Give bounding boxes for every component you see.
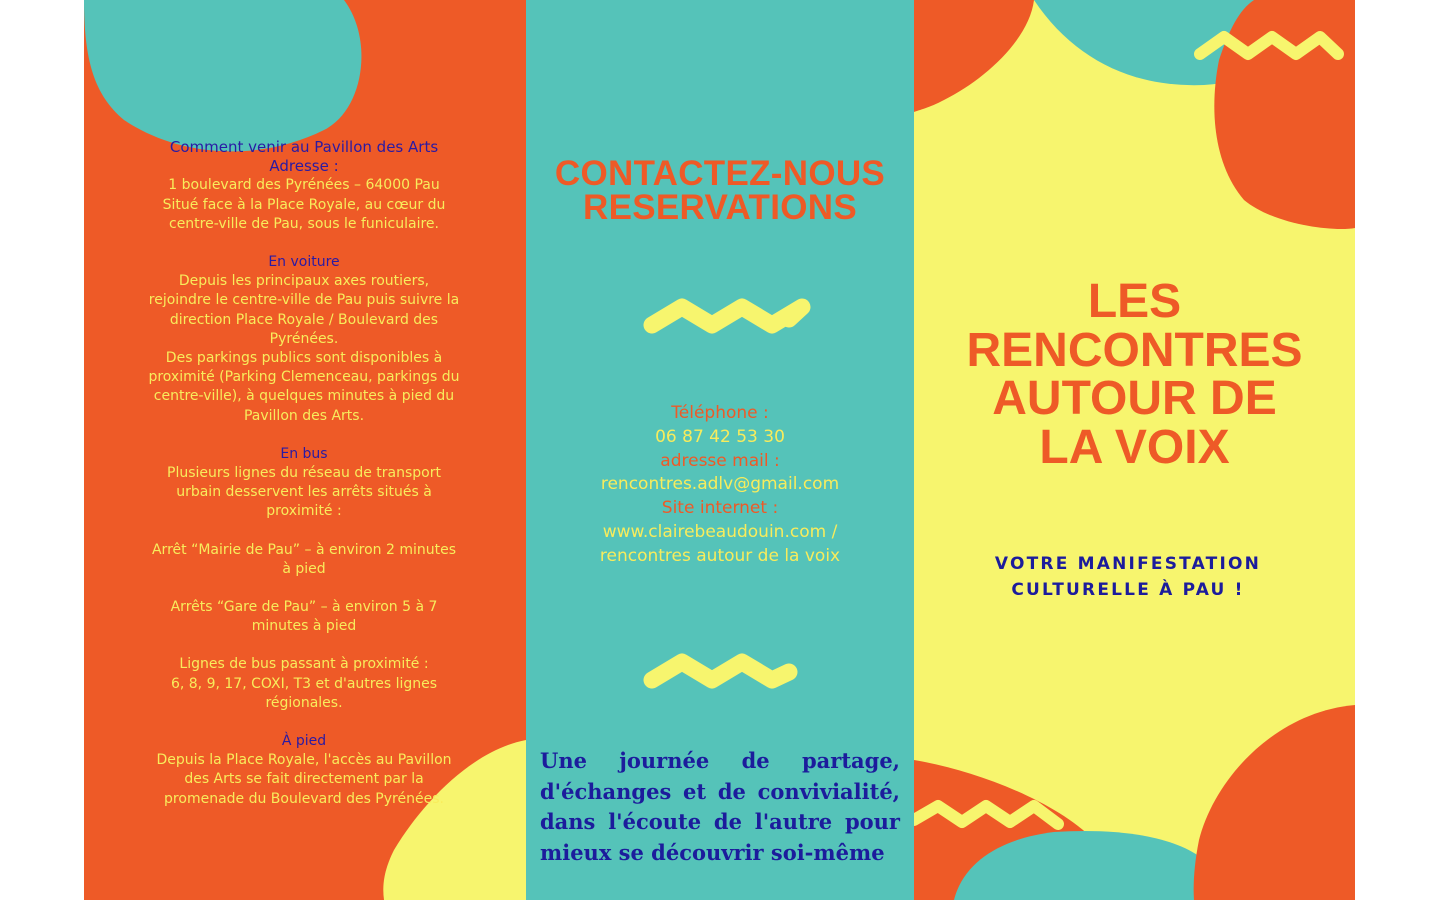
main-title-line: AUTOUR DE [992,372,1277,425]
subtitle-line: VOTRE MANIFESTATION [994,554,1262,574]
contact-title-line: CONTACTEZ-NOUS [554,154,886,193]
bus-label: En bus [280,445,328,462]
website-label: Site internet : [661,498,779,519]
address-line: 1 boulevard des Pyrénées – 64000 Pau [168,177,440,194]
bus-stop-line: Arrêts “Gare de Pau” – à environ 5 à 7 [170,599,438,616]
website-link[interactable]: www.clairebeaudouin.com / [602,521,838,542]
contact-info [526,402,914,569]
bus-lines-line: régionales. [265,694,343,711]
orange-blob-shape [1214,0,1355,229]
bus-line: Plusieurs lignes du réseau de transport [167,465,441,482]
teal-blob-shape [84,0,361,151]
orange-blob-shape [914,0,1034,112]
main-title-line: LA VOIX [1039,420,1230,474]
main-title [914,275,1355,474]
main-title-line: LES [1087,275,1182,328]
contact-title-line: RESERVATIONS [583,188,857,227]
car-label: En voiture [268,254,340,271]
website-link-secondary[interactable]: rencontres autour de la voix [599,545,841,566]
bus-stop-line: à pied [282,560,326,577]
address-line: centre-ville de Pau, sous le funiculaire. [169,215,439,232]
subtitle [914,552,1342,603]
car-line: centre-ville), à quelques minutes à pied du [153,388,455,405]
bus-stop-line: Arrêt “Mairie de Pau” – à environ 2 minutes [151,541,457,558]
walk-line: des Arts se fait directement par la [184,771,424,788]
address-line: Situé face à la Place Royale, au cœur du [162,196,446,213]
car-line: Pyrénées. [269,330,339,347]
bus-line: proximité : [266,503,342,520]
phone-label: Téléphone : [671,403,769,423]
directions-text [104,138,504,809]
car-line: direction Place Royale / Boulevard des [169,311,439,328]
walk-line: promenade du Boulevard des Pyrénées. [164,790,444,807]
walk-line: Depuis la Place Royale, l'accès au Pavillon [156,752,452,769]
bus-stop-line: minutes à pied [251,618,357,635]
car-line: proximité (Parking Clemenceau, parkings du [148,369,460,386]
right-panel [914,0,1355,900]
address-label: Adresse : [269,157,339,176]
orange-blob-shape [1194,705,1355,900]
car-line: Depuis les principaux axes routiers, [178,273,430,290]
bus-lines-line: Lignes de bus passant à proximité : [179,656,429,673]
email-address[interactable]: rencontres.adlv@gmail.com [600,474,840,495]
zigzag-decoration-icon [652,662,789,680]
car-line: rejoindre le centre-ville de Pau puis suivre la [148,292,460,309]
middle-panel [526,0,914,900]
email-label: adresse mail : [660,450,780,471]
car-line: Des parkings publics sont disponibles à [165,350,443,367]
bus-line: urbain desservent les arrêts situés à [176,484,432,501]
car-line: Pavillon des Arts. [243,407,365,424]
walk-label: À pied [281,733,327,750]
directions-title: Comment venir au Pavillon des Arts [169,138,439,156]
subtitle-line: CULTURELLE À PAU ! [1011,579,1245,600]
left-panel [84,0,526,900]
zigzag-decoration-icon [652,307,802,325]
main-title-line: RENCONTRES [966,323,1303,377]
tagline: Une journée de partage, d'échanges et de convivialité, dans l'écoute de l'autre pour mieux se découvrir soi-même [540,748,900,865]
bus-lines-line: 6, 8, 9, 17, COXI, T3 et d'autres lignes [170,675,438,692]
phone-number[interactable]: 06 87 42 53 30 [655,426,785,447]
